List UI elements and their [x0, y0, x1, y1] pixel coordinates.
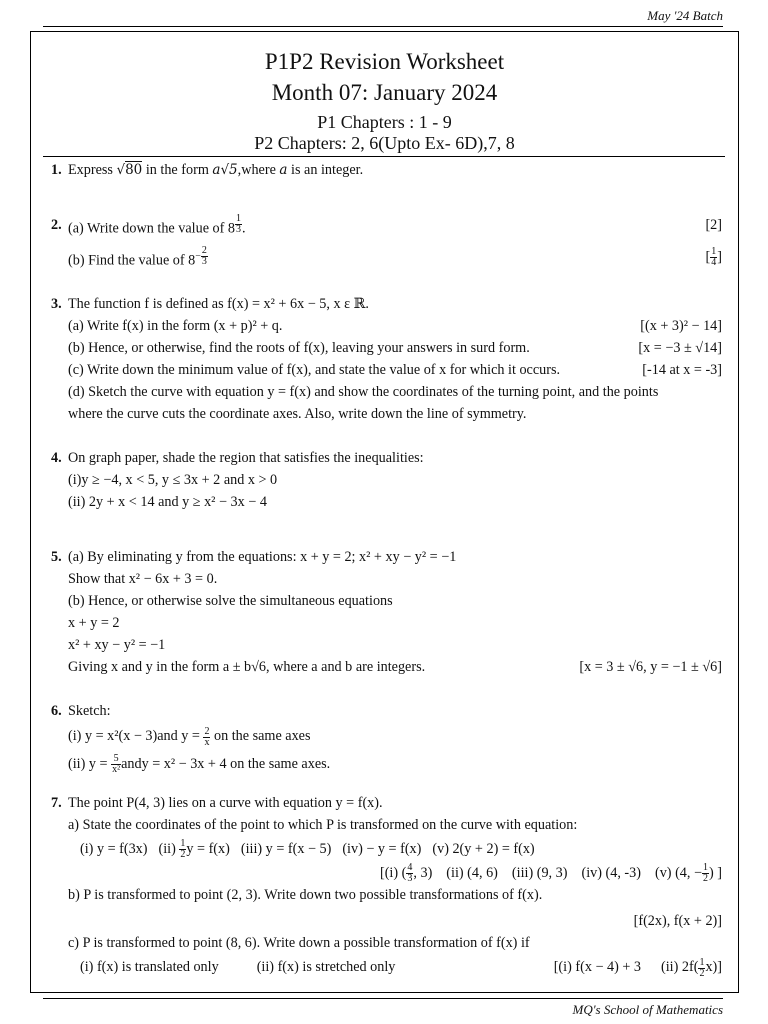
- q7c-part-i: (i) f(x) is translated only: [80, 959, 219, 976]
- question-number: 2.: [51, 217, 62, 233]
- exponent-fraction: 1 3: [236, 213, 241, 236]
- question-number: 6.: [51, 703, 62, 720]
- q5a-text: (a) By eliminating y from the equations: x + y = 2; x² + xy − y² = −1: [68, 549, 457, 566]
- question-1: [51, 159, 722, 181]
- q3c-text: (c) Write down the minimum value of f(x), and state the value of x for which it occurs.: [68, 362, 561, 379]
- q7c-parts: [68, 956, 722, 978]
- q1-var: a: [279, 162, 288, 178]
- q3b-answer: [x = −3 ± √14]: [638, 340, 722, 357]
- worksheet-title: P1P2 Revision Worksheet: [264, 49, 505, 74]
- q7a-item-iv: (iv) − y = f(x): [342, 840, 422, 857]
- q2b-text: (b) Find the value of 8: [68, 252, 196, 269]
- q7a-item-v: (v) 2(y + 2) = f(x): [432, 840, 535, 857]
- q3d-text: (d) Sketch the curve with equation y = f(x) and show the coordinates of the turning point, and the points: [68, 384, 659, 401]
- q3b-text: (b) Hence, or otherwise, find the roots of f(x), leaving your answers in surd form.: [68, 340, 530, 357]
- q7a-items: [68, 838, 722, 860]
- q6-intro: Sketch:: [68, 703, 111, 720]
- q7a-ans-ii: (ii) (4, 6): [446, 865, 498, 882]
- q7a-ans-i: [(i) ( $\frac{4}{3}$ , 3): [379, 862, 433, 885]
- q3a-text: (a) Write f(x) in the form (x + p)² + q.: [68, 318, 283, 335]
- footer-note: MQ's School of Mathematics: [572, 1002, 723, 1017]
- q5-giving: Giving x and y in the form a ± b√6, where a and b are integers.: [68, 659, 426, 676]
- q7-intro: The point P(4, 3) lies on a curve with equation y = f(x).: [68, 794, 383, 811]
- q2-part-b: (b) Find the value of $8^{- \frac{2}{3}}$ [ $\frac{1}{4}$ ]: [68, 246, 722, 272]
- q7a-item-iii: (iii) y = f(x − 5): [240, 840, 332, 857]
- title-block: [31, 32, 738, 154]
- question-6: [51, 700, 722, 774]
- question-number: 7.: [51, 794, 62, 811]
- q4-intro: On graph paper, shade the region that satisfies the inequalities:: [68, 450, 424, 467]
- question-5: [51, 546, 722, 678]
- q4-part-ii: (ii) 2y + x < 14 and y ≥ x² − 3x − 4: [68, 494, 267, 511]
- q7b-answer: [f(2x), f(x + 2)]: [633, 913, 722, 930]
- title-divider: [43, 156, 725, 157]
- q5b-text: (b) Hence, or otherwise solve the simultaneous equations: [68, 593, 393, 610]
- q7b-text: b) P is transformed to point (2, 3). Write down two possible transformations of f(x).: [68, 887, 543, 904]
- q3c-answer: [-14 at x = -3]: [642, 362, 722, 379]
- questions-list: [31, 159, 738, 979]
- q2a-answer: [2]: [705, 217, 722, 233]
- q5-show: Show that x² − 6x + 3 = 0.: [68, 571, 218, 588]
- q2-part-a: (a) Write down the value of 8 $^{\frac{1}{3}}$ . [2]: [68, 214, 722, 240]
- q3d-text-cont: where the curve cuts the coordinate axes. Also, write down the line of symmetry.: [68, 406, 527, 423]
- q7a-ans-v: (v) (4, − $\frac{1}{2}$ ) ]: [654, 862, 722, 885]
- q4-part-i: (i)y ≥ −4, x < 5, y ≤ 3x + 2 and x > 0: [68, 472, 278, 489]
- q1-radicand: 80: [125, 162, 143, 178]
- question-number: 4.: [51, 450, 62, 467]
- q7a-ans-iv: (iv) (4, -3): [581, 865, 641, 882]
- header-divider: [43, 26, 723, 27]
- footer-divider: [43, 998, 723, 999]
- sqrt-symbol: √: [116, 162, 126, 178]
- q5-eq2: x² + xy − y² = −1: [68, 637, 166, 654]
- q1-text-d: is an integer.: [287, 162, 364, 178]
- q7a-answers: [68, 862, 722, 884]
- question-2: [51, 214, 722, 271]
- q3a-answer: [(x + 3)² − 14]: [640, 318, 722, 335]
- q7c-answer: [(i) f(x − 4) + 3 (ii) 2f( $\frac{1}{2}$ x)]: [553, 956, 722, 979]
- worksheet-frame: [30, 31, 739, 993]
- question-4: [51, 447, 722, 513]
- q2b-answer: [ $\frac{1}{4}$ ]: [705, 245, 722, 268]
- q5-eq1: x + y = 2: [68, 615, 120, 632]
- q1-text-b: in the form: [142, 162, 213, 178]
- p2-chapters: P2 Chapters: 2, 6(Upto Ex- 6D),7, 8: [254, 133, 515, 153]
- q1-text: Express: [68, 162, 117, 178]
- question-3: [51, 293, 722, 425]
- p1-chapters: P1 Chapters : 1 - 9: [317, 112, 452, 132]
- q7c-part-ii: (ii) f(x) is stretched only: [256, 959, 396, 976]
- q7c-text: c) P is transformed to point (8, 6). Write down a possible transformation of f(x) if: [68, 935, 530, 952]
- q6-part-ii-tail: andy = x² − 3x + 4 on the same axes.: [121, 755, 331, 772]
- q6-part-i: (i) y = x²(x − 3)and y =: [68, 728, 204, 745]
- q1-text-c: ,where: [237, 162, 280, 178]
- fraction-2-over-x: $\frac{2}{x}$: [204, 725, 210, 748]
- q3-intro: The function f is defined as f(x) = x² + 6x − 5, x ε ℝ.: [68, 296, 369, 313]
- header-note: May '24 Batch: [647, 8, 723, 23]
- q7a-item-ii: (ii) $\frac{1}{2}$ y = f(x): [158, 838, 230, 861]
- exponent-fraction: $\frac{2}{3}$: [201, 244, 207, 267]
- q6-part-i-tail: on the same axes: [210, 728, 311, 745]
- q7a-ans-iii: (iii) (9, 3): [511, 865, 568, 882]
- q2a-text: (a) Write down the value of 8: [68, 220, 235, 237]
- q1-form: a√5: [212, 162, 238, 178]
- q7a-text: a) State the coordinates of the point to which P is transformed on the curve with equation:: [68, 816, 578, 833]
- q5-answer: [x = 3 ± √6, y = −1 ± √6]: [579, 659, 722, 676]
- q7a-item-i: (i) y = f(3x): [80, 840, 148, 857]
- question-number: 5.: [51, 549, 62, 566]
- question-number: 3.: [51, 296, 62, 313]
- question-7: [51, 792, 722, 979]
- fraction-5-over-x2: $\frac{5}{\text{x²}}$: [112, 752, 121, 775]
- q6-part-ii: (ii) y =: [68, 755, 112, 772]
- question-number: 1.: [51, 162, 62, 178]
- worksheet-month: Month 07: January 2024: [271, 80, 498, 105]
